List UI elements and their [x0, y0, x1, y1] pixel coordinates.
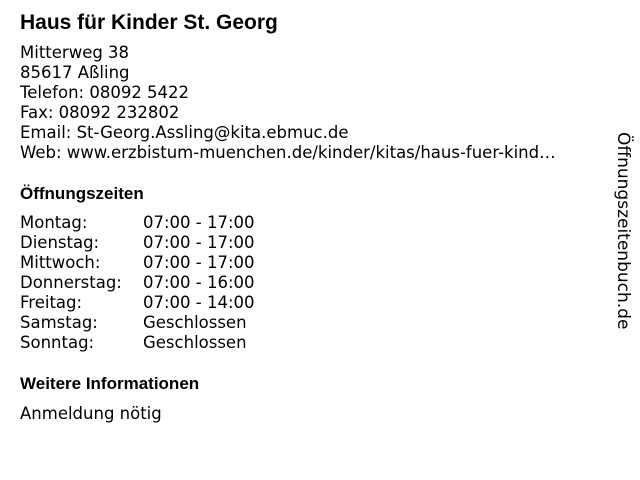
street-address: Mitterweg 38	[20, 43, 130, 62]
address-block	[20, 43, 556, 163]
time-value: Geschlossen	[143, 333, 247, 352]
hours-row-monday	[20, 213, 255, 233]
hours-row-tuesday	[20, 233, 255, 253]
hours-row-thursday	[20, 273, 255, 293]
hours-row-friday	[20, 293, 255, 313]
time-value: 07:00 - 17:00	[143, 253, 255, 272]
time-value: Geschlossen	[143, 313, 247, 332]
day-label: Sonntag:	[20, 333, 95, 352]
day-label: Montag:	[20, 213, 88, 232]
time-value: 07:00 - 17:00	[143, 233, 255, 252]
website-link[interactable]: Web: www.erzbistum-muenchen.de/kinder/kitas/haus-fuer-kind…	[20, 143, 556, 162]
hours-row-saturday	[20, 313, 255, 333]
time-value: 07:00 - 14:00	[143, 293, 255, 312]
fax-number: Fax: 08092 232802	[20, 103, 180, 122]
phone-number: Telefon: 08092 5422	[20, 83, 190, 102]
time-value: 07:00 - 17:00	[143, 213, 255, 232]
city-address: 85617 Aßling	[20, 63, 130, 82]
day-label: Dienstag:	[20, 233, 100, 252]
more-info-text: Anmeldung nötig	[20, 404, 162, 423]
opening-hours-heading: Öffnungszeiten	[20, 184, 144, 203]
day-label: Mittwoch:	[20, 253, 101, 272]
time-value: 07:00 - 16:00	[143, 273, 255, 292]
day-label: Donnerstag:	[20, 273, 122, 292]
page-title: Haus für Kinder St. Georg	[20, 11, 278, 34]
more-info-heading: Weitere Informationen	[20, 374, 200, 393]
site-watermark: Öffnungszeitenbuch.de	[613, 132, 633, 330]
hours-row-sunday	[20, 333, 255, 353]
email-address: Email: St-Georg.Assling@kita.ebmuc.de	[20, 123, 349, 142]
opening-hours-table	[20, 213, 255, 353]
day-label: Samstag:	[20, 313, 98, 332]
day-label: Freitag:	[20, 293, 83, 312]
hours-row-wednesday	[20, 253, 255, 273]
